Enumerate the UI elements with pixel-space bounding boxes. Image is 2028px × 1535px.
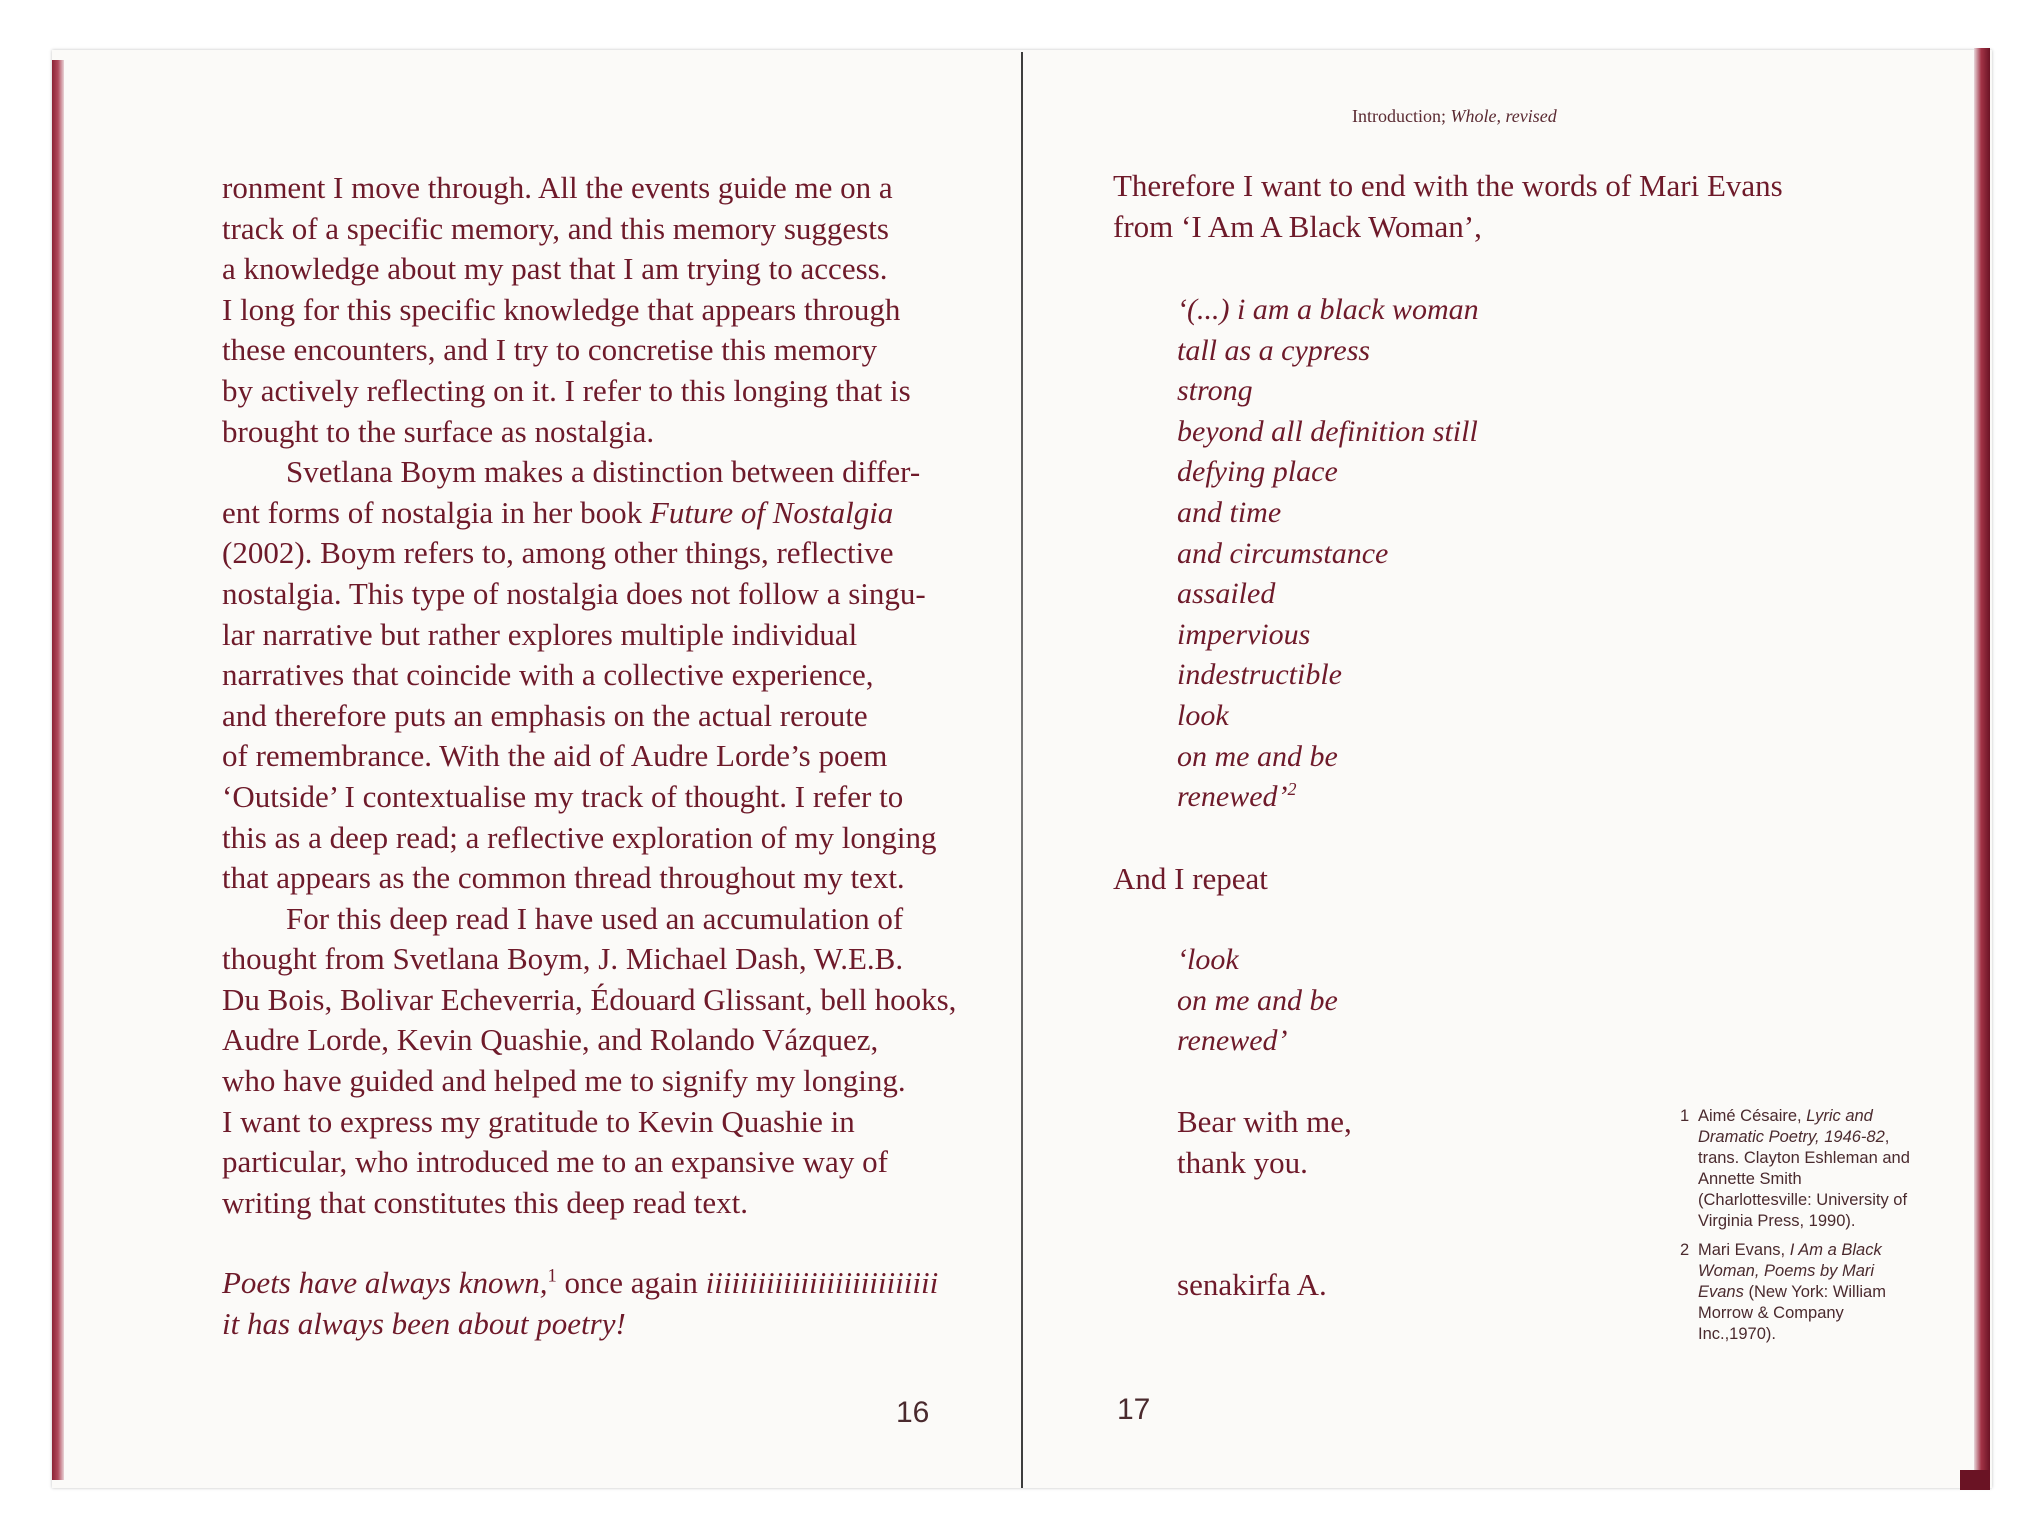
poem-line: ‘(...) i am a black woman bbox=[1177, 293, 1479, 326]
body-line: Audre Lorde, Kevin Quashie, and Rolando Vázquez, bbox=[222, 1022, 879, 1058]
running-head-text: Introduction; bbox=[1352, 106, 1451, 126]
poem-line: strong bbox=[1177, 374, 1253, 408]
book-title: Future of Nostalgia bbox=[649, 494, 894, 530]
body-line: Therefore I want to end with the words of Mari Evans bbox=[1113, 168, 1783, 203]
poem-line bbox=[1177, 777, 1479, 818]
body-line: brought to the surface as nostalgia. bbox=[222, 413, 655, 449]
footnote-number: 2 bbox=[1680, 1241, 1690, 1259]
footnote-text: , trans. Clayton Eshleman and Annette Smith (Charlottesville: University of Virginia Press, 1990). bbox=[1698, 1128, 1910, 1230]
closing-italic-run: iiiiiiiiiiiiiiiiiiiiiiiiiii bbox=[705, 1265, 939, 1301]
body-line: thought from Svetlana Boym, J. Michael Dash, W.E.B. bbox=[222, 941, 904, 977]
body-line: these encounters, and I try to concretise this memory bbox=[222, 332, 878, 368]
footnotes bbox=[1680, 1106, 1910, 1353]
footnote-ref: 2 bbox=[1287, 779, 1297, 800]
page-number-left: 16 bbox=[896, 1396, 930, 1429]
footnote-text: (New York: William Morrow & Company Inc.,1970). bbox=[1698, 1283, 1886, 1343]
book-spine bbox=[1021, 52, 1023, 1488]
running-head bbox=[1352, 106, 1557, 127]
body-line bbox=[222, 493, 942, 534]
body-line: of remembrance. With the aid of Audre Lorde’s poem bbox=[222, 738, 888, 774]
footnote-title: Lyric and Dramatic Poetry, 1946-82 bbox=[1698, 1107, 1885, 1146]
body-line: and therefore puts an emphasis on the actual reroute bbox=[222, 697, 868, 733]
running-head-title: Whole, revised bbox=[1450, 106, 1557, 126]
body-line: ‘Outside’ I contextualise my track of thought. I refer to bbox=[222, 778, 904, 814]
book-cover-corner bbox=[1960, 1470, 1990, 1490]
body-line: And I repeat bbox=[1113, 861, 1268, 896]
poem-line: and time bbox=[1177, 495, 1282, 529]
footnote-title: I Am a Black Woman, Poems by Mari Evans bbox=[1698, 1241, 1882, 1301]
body-line: (2002). Boym refers to, among other things, reflective bbox=[222, 535, 894, 571]
poem-line: look bbox=[1177, 698, 1229, 732]
body-line: this as a deep read; a reflective exploration of my longing bbox=[222, 819, 937, 855]
footnote bbox=[1680, 1106, 1910, 1232]
body-line: writing that constitutes this deep read text. bbox=[222, 1184, 749, 1220]
body-line: track of a specific memory, and this memory suggests bbox=[222, 210, 889, 246]
poem-text: renewed’ bbox=[1177, 780, 1288, 814]
body-line: lar narrative but rather explores multiple individual bbox=[222, 616, 858, 652]
poem-line: impervious bbox=[1177, 617, 1311, 651]
poem-quote bbox=[1177, 290, 1479, 818]
body-line: who have guided and helped me to signify my longing. bbox=[222, 1063, 906, 1099]
closing-italic: it has always been about poetry! bbox=[222, 1306, 626, 1342]
closing-text: once again bbox=[556, 1265, 706, 1301]
footnote-text: Aimé Césaire, bbox=[1698, 1107, 1807, 1125]
thanks-line: Bear with me, bbox=[1177, 1104, 1352, 1139]
body-line: ronment I move through. All the events guide me on a bbox=[222, 170, 893, 205]
poem-line: assailed bbox=[1177, 577, 1276, 611]
thanks-line: thank you. bbox=[1177, 1144, 1308, 1180]
thanks-block bbox=[1177, 1102, 1352, 1183]
footnote-text: Mari Evans, bbox=[1698, 1241, 1790, 1259]
body-line: by actively reflecting on it. I refer to this longing that is bbox=[222, 372, 911, 408]
body-line: from ‘I Am A Black Woman’, bbox=[1113, 208, 1482, 244]
poem-line: defying place bbox=[1177, 455, 1338, 489]
poem-line: tall as a cypress bbox=[1177, 333, 1371, 367]
closing-line bbox=[222, 1304, 942, 1345]
body-line: particular, who introduced me to an expansive way of bbox=[222, 1144, 888, 1180]
body-text: ent forms of nostalgia in her book bbox=[222, 494, 650, 530]
body-line: I long for this specific knowledge that appears through bbox=[222, 291, 901, 327]
footnote bbox=[1680, 1240, 1910, 1345]
poem-line: and circumstance bbox=[1177, 536, 1389, 570]
book-edge-left bbox=[52, 60, 64, 1480]
closing-line bbox=[222, 1263, 942, 1304]
poem-line: beyond all definition still bbox=[1177, 414, 1478, 448]
poem-line: ‘look bbox=[1177, 943, 1239, 976]
poem-line: renewed’ bbox=[1177, 1024, 1288, 1058]
poem-line: on me and be bbox=[1177, 983, 1338, 1017]
body-line: Svetlana Boym makes a distinction between differ- bbox=[286, 454, 921, 490]
body-line: I want to express my gratitude to Kevin Quashie in bbox=[222, 1103, 855, 1139]
signature: senakirfa A. bbox=[1177, 1267, 1327, 1302]
body-line: narratives that coincide with a collective experience, bbox=[222, 657, 874, 693]
page-number-right: 17 bbox=[1117, 1393, 1151, 1426]
body-line: nostalgia. This type of nostalgia does not follow a singu- bbox=[222, 575, 926, 611]
paragraph-gap bbox=[222, 1223, 942, 1263]
poem-line: on me and be bbox=[1177, 739, 1338, 773]
body-line: For this deep read I have used an accumulation of bbox=[286, 900, 904, 936]
body-line: that appears as the common thread throughout my text. bbox=[222, 860, 905, 896]
poem-line: indestructible bbox=[1177, 658, 1342, 692]
poem-repeat bbox=[1177, 940, 1338, 1062]
closing-italic: Poets have always known, bbox=[222, 1265, 548, 1301]
body-line: a knowledge about my past that I am trying to access. bbox=[222, 251, 888, 287]
footnote-number: 1 bbox=[1680, 1107, 1690, 1125]
footnote-ref: 1 bbox=[547, 1266, 557, 1288]
book-edge-right bbox=[1974, 48, 1990, 1488]
right-page-intro bbox=[1113, 166, 1783, 247]
left-page-body bbox=[222, 168, 957, 1345]
repeat-line bbox=[1113, 859, 1673, 900]
body-line: Du Bois, Bolivar Echeverria, Édouard Glissant, bell hooks, bbox=[222, 981, 957, 1017]
